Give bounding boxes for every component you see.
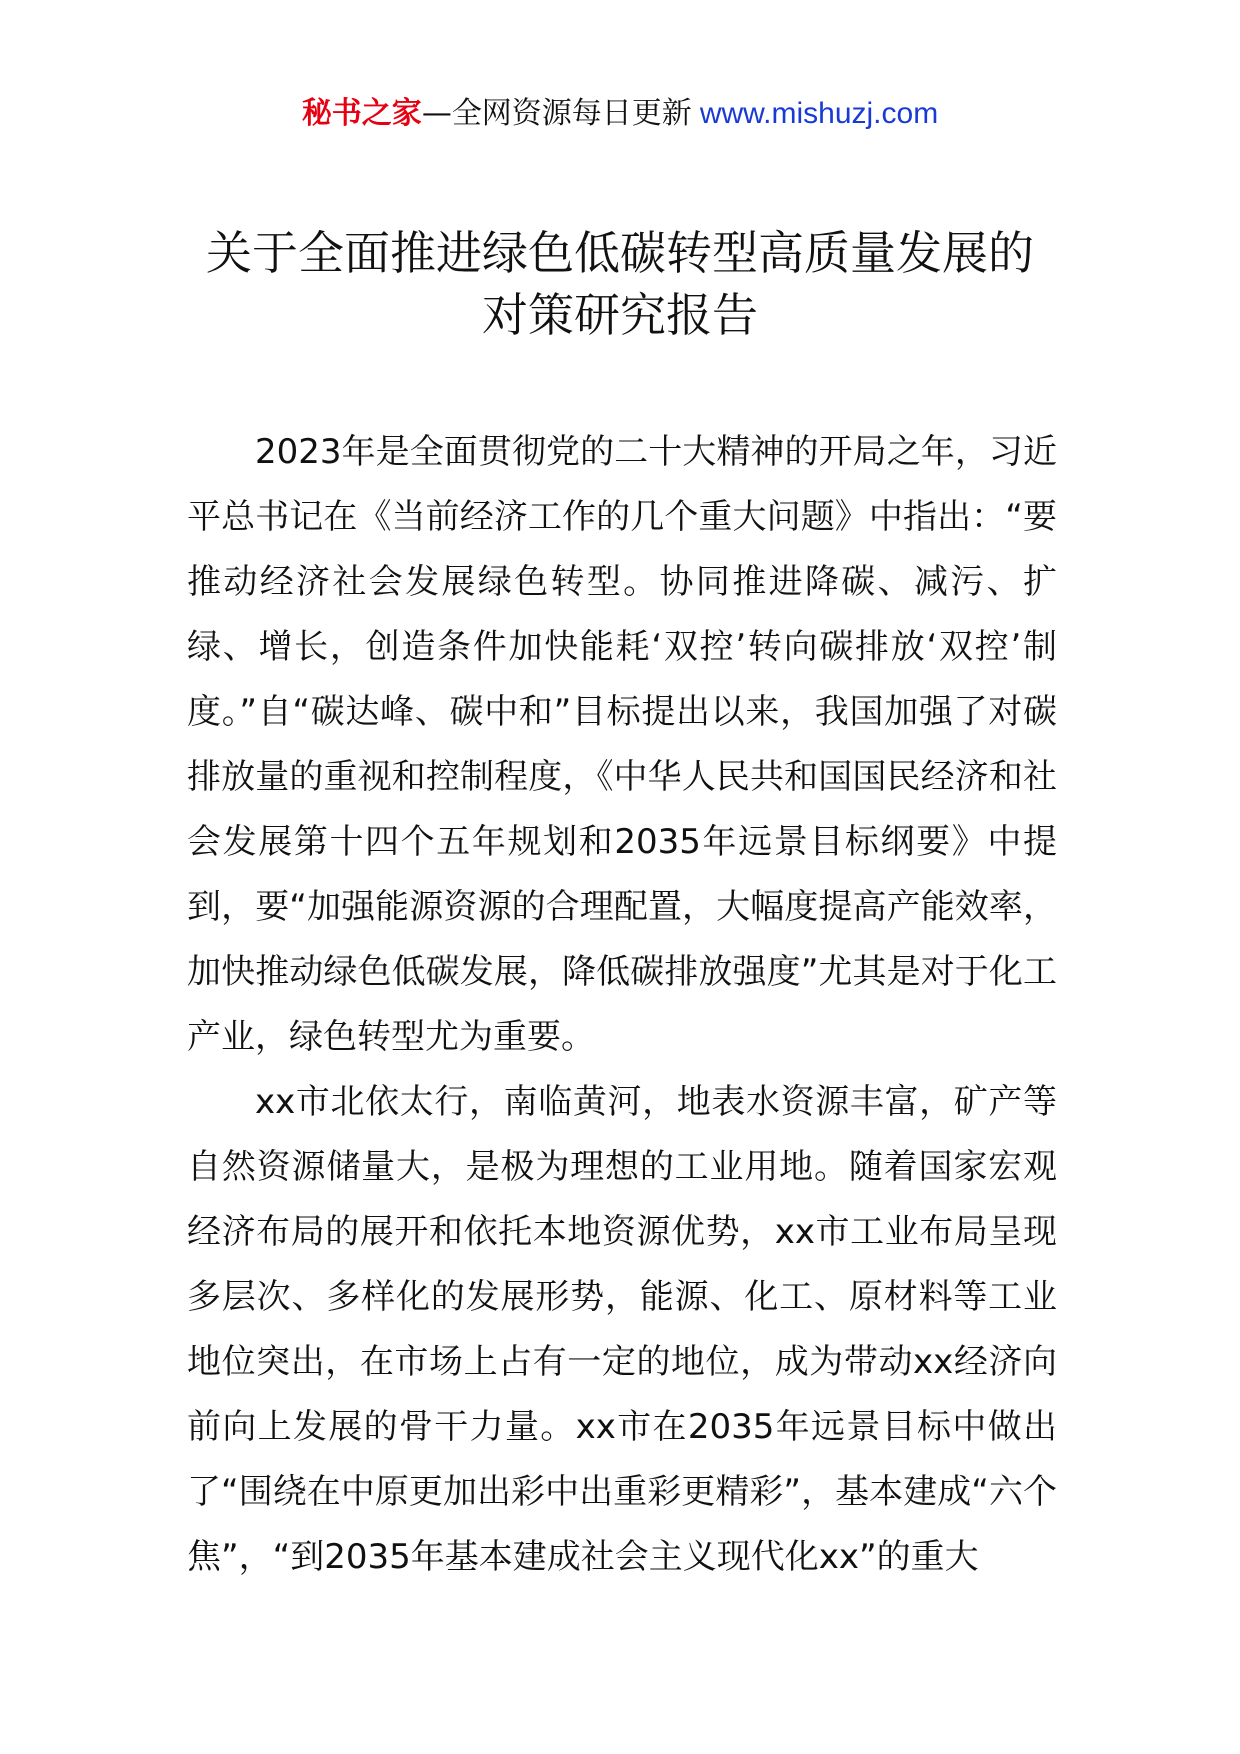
site-header (0, 94, 1240, 134)
body-paragraph-2: xx市北依太行，南临黄河，地表水资源丰富，矿产等自然资源储量大，是极为理想的工业用地。随着国家宏观经济布局的展开和依托本地资源优势，xx市工业布局呈现多层次、多样化的发展形势，能源、化工、原材料等工业地位突出，在市场上占有一定的地位，成为带动xx经济向前向上发展的骨干力量。xx市在2035年远景目标中做出了“围绕在中原更加出彩中出重彩更精彩”，基本建成“六个焦”，“到2035年基本建成社会主义现代化xx”的重大 (187, 1082, 1057, 1577)
document-body (187, 420, 1057, 1590)
document-title-line-1: 关于全面推进绿色低碳转型高质量发展的 (206, 226, 1034, 280)
site-tagline: —全网资源每日更新 (421, 96, 692, 131)
site-url-link[interactable]: www.mishuzj.com (699, 97, 939, 130)
document-title-line-2: 对策研究报告 (482, 288, 758, 342)
body-paragraph-1: 2023年是全面贯彻党的二十大精神的开局之年，习近平总书记在《当前经济工作的几个重大问题》中指出：“要推动经济社会发展绿色转型。协同推进降碳、减污、扩绿、增长，创造条件加快能耗‘双控’转向碳排放‘双控’制度。”自“碳达峰、碳中和”目标提出以来，我国加强了对碳排放量的重视和控制程度，《中华人民共和国国民经济和社会发展第十四个五年规划和2035年远景目标纲要》中提到，要“加强能源资源的合理配置，大幅度提高产能效率，加快推动绿色低碳发展，降低碳排放强度”尤其是对于化工产业，绿色转型尤为重要。 (187, 432, 1057, 1057)
site-brand: 秘书之家 (301, 96, 422, 131)
document-title (150, 222, 1090, 346)
